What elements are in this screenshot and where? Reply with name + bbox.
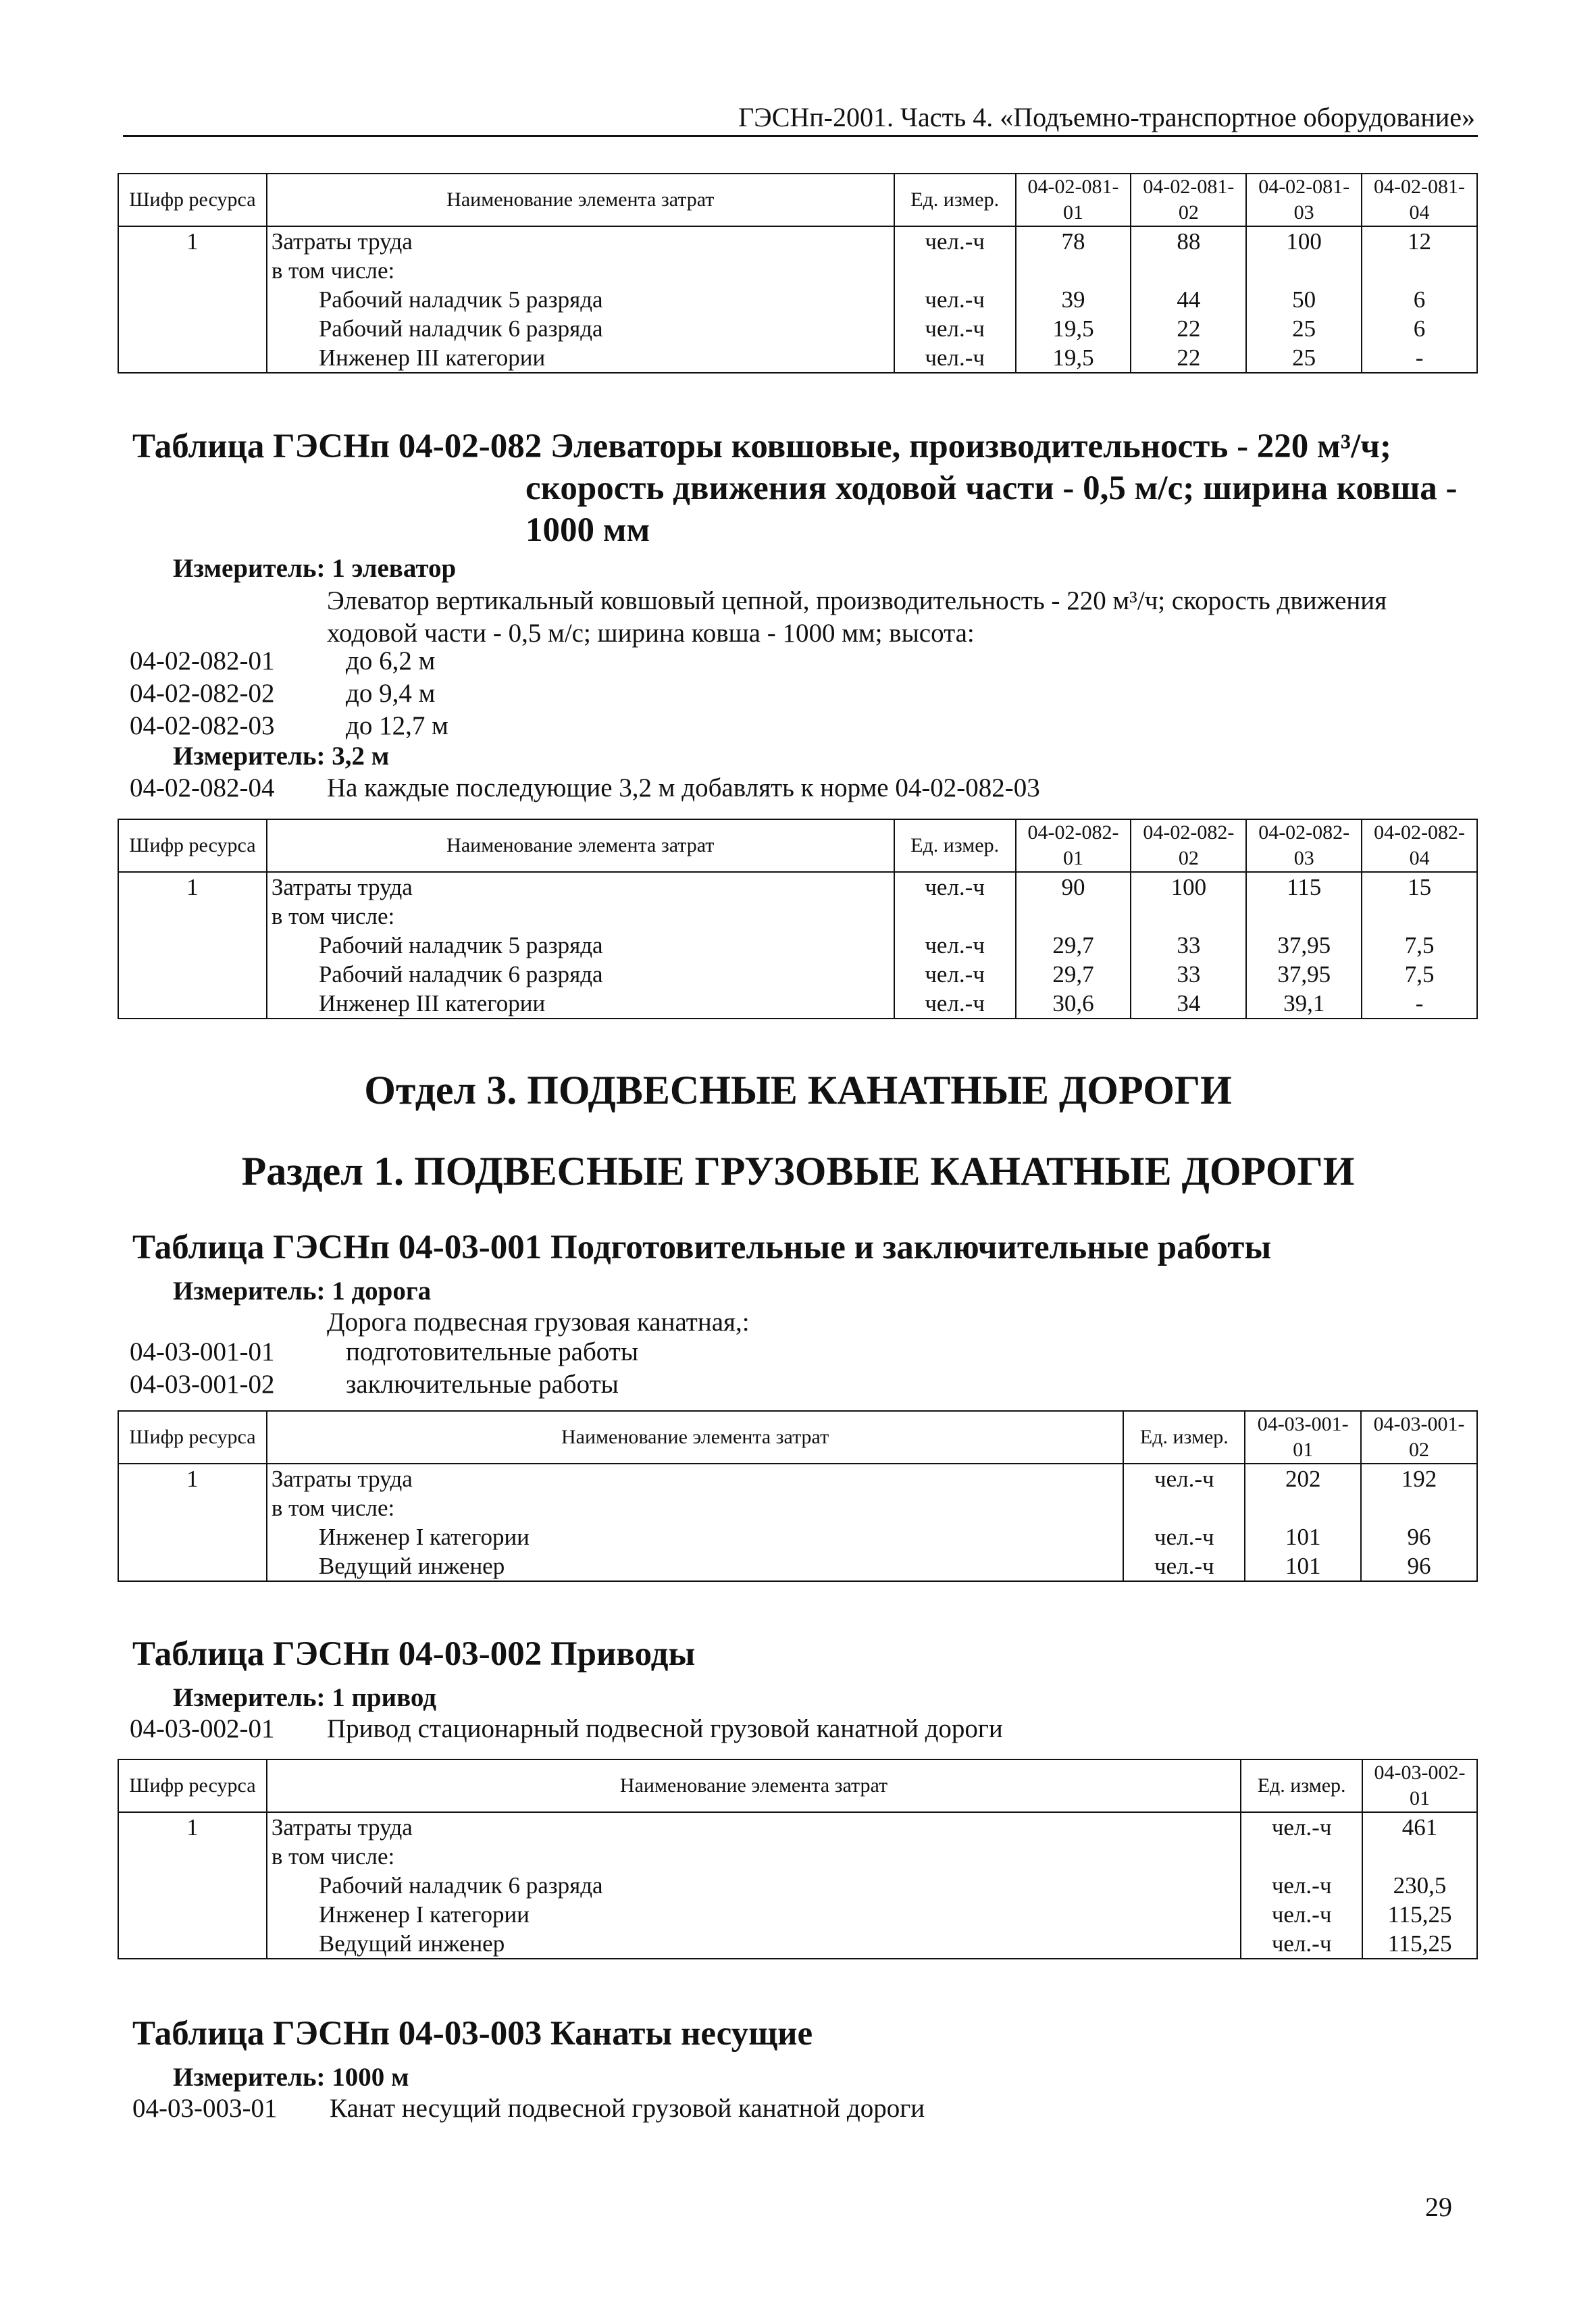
cell-value: 7,5 [1362, 931, 1477, 960]
cell-code [118, 960, 267, 989]
cell-value: 15 [1362, 872, 1477, 902]
cell-value: 78 [1016, 226, 1131, 256]
cell-code [118, 1929, 267, 1959]
cell-value: 39,1 [1246, 989, 1362, 1019]
cell-name: Инженер III категории [267, 989, 894, 1019]
table-row [118, 1493, 1477, 1522]
cell-name: в том числе: [267, 256, 894, 285]
cell-name: Ведущий инженер [267, 1551, 1124, 1581]
list-item [130, 1713, 1003, 1745]
cell-unit: чел.-ч [894, 931, 1016, 960]
header-norm-code: 04-03-002-01 [1362, 1759, 1477, 1812]
cell-value: 88 [1131, 226, 1246, 256]
cell-value: 115,25 [1362, 1900, 1477, 1929]
cell-value: 100 [1131, 872, 1246, 902]
cell-value: 115 [1246, 872, 1362, 902]
cell-value: 192 [1361, 1464, 1477, 1493]
header-norm-code: 04-02-081-02 [1131, 174, 1246, 226]
cell-code [118, 1522, 267, 1551]
cell-code [118, 931, 267, 960]
cell-value: 29,7 [1016, 931, 1131, 960]
table-row [118, 960, 1477, 989]
cell-value [1131, 256, 1246, 285]
cell-code [118, 1871, 267, 1900]
cell-name: в том числе: [267, 1842, 1241, 1871]
table-04-03-001 [118, 1410, 1478, 1582]
cell-code: 1 [118, 226, 267, 256]
table-row [118, 1871, 1477, 1900]
item-text: заключительные работы [346, 1370, 619, 1399]
cell-value: 37,95 [1246, 960, 1362, 989]
item-code: 04-03-003-01 [132, 2094, 278, 2123]
measure-label: Измеритель: 1 дорога [173, 1277, 432, 1306]
cell-name: в том числе: [267, 1493, 1124, 1522]
header-norm-code: 04-02-082-01 [1016, 819, 1131, 872]
cell-value [1245, 1493, 1361, 1522]
cell-code [118, 285, 267, 314]
cell-value [1362, 1842, 1477, 1871]
header-norm-code: 04-03-001-02 [1361, 1411, 1477, 1464]
item-text: до 9,4 м [346, 679, 436, 708]
table-04-03-002 [118, 1759, 1478, 1959]
cell-code [118, 1551, 267, 1581]
description [327, 585, 1489, 650]
header-norm-code: 04-02-082-03 [1246, 819, 1362, 872]
title-line-2: скорость движения ходовой части - 0,5 м/с; ширина ковша - [525, 469, 1458, 507]
cell-value: 22 [1131, 343, 1246, 373]
cell-value: 101 [1245, 1522, 1361, 1551]
item-code: 04-03-001-02 [130, 1370, 275, 1399]
cell-value: 115,25 [1362, 1929, 1477, 1959]
measure-label: Измеритель: 1 привод [173, 1683, 436, 1712]
cell-value [1362, 256, 1477, 285]
cell-value: 6 [1362, 285, 1477, 314]
table-title-04-03-002: Таблица ГЭСНп 04-03-002 Приводы [132, 1635, 696, 1673]
cell-value: 96 [1361, 1522, 1477, 1551]
cell-code: 1 [118, 1464, 267, 1493]
measure-label: Измеритель: 1 элеватор [173, 554, 457, 583]
list-item [130, 1336, 638, 1368]
cell-unit [894, 256, 1016, 285]
item-text: до 6,2 м [346, 646, 436, 675]
cell-unit: чел.-ч [894, 285, 1016, 314]
item-code: 04-02-082-03 [130, 711, 275, 740]
cell-value [1016, 902, 1131, 931]
cell-value: 33 [1131, 931, 1246, 960]
table-row [118, 872, 1477, 902]
cell-value [1246, 902, 1362, 931]
cell-value: 22 [1131, 314, 1246, 343]
table-title-04-03-003: Таблица ГЭСНп 04-03-003 Канаты несущие [132, 2015, 813, 2053]
table-row [118, 989, 1477, 1019]
item-text: подготовительные работы [346, 1337, 639, 1366]
title-line-3: 1000 мм [525, 511, 650, 549]
table-row [118, 285, 1477, 314]
header-name: Наименование элемента затрат [267, 1411, 1124, 1464]
table-row [118, 226, 1477, 256]
cell-name: Инженер III категории [267, 343, 894, 373]
table-row [118, 931, 1477, 960]
item-code: 04-02-082-01 [130, 646, 275, 675]
cell-unit: чел.-ч [894, 872, 1016, 902]
cell-code [118, 902, 267, 931]
cell-name: Рабочий наладчик 6 разряда [267, 314, 894, 343]
table-row [118, 1464, 1477, 1493]
header-name: Наименование элемента затрат [267, 1759, 1241, 1812]
cell-value: 6 [1362, 314, 1477, 343]
cell-value: 90 [1016, 872, 1131, 902]
cell-value: 34 [1131, 989, 1246, 1019]
item-text: до 12,7 м [346, 711, 448, 740]
cell-name: Рабочий наладчик 6 разряда [267, 1871, 1241, 1900]
cell-name: Ведущий инженер [267, 1929, 1241, 1959]
cell-value [1246, 256, 1362, 285]
table-title-04-03-001: Таблица ГЭСНп 04-03-001 Подготовительные и заключительные работы [132, 1229, 1272, 1266]
cell-code [118, 256, 267, 285]
cell-value [1362, 902, 1477, 931]
item-list [130, 1336, 638, 1401]
cell-value: 19,5 [1016, 314, 1131, 343]
header-norm-code: 04-02-081-04 [1362, 174, 1477, 226]
table-row [118, 1900, 1477, 1929]
header-code: Шифр ресурса [118, 1759, 267, 1812]
page-number: 29 [1425, 2192, 1452, 2222]
cell-unit: чел.-ч [1123, 1464, 1245, 1493]
cell-value: 230,5 [1362, 1871, 1477, 1900]
cell-unit: чел.-ч [894, 343, 1016, 373]
cell-unit: чел.-ч [1241, 1871, 1362, 1900]
description-line-1: Элеватор вертикальный ковшовый цепной, производительность - 220 м³/ч; скорость движения [327, 586, 1387, 615]
section-title: Раздел 1. ПОДВЕСНЫЕ ГРУЗОВЫЕ КАНАТНЫЕ ДОРОГИ [241, 1149, 1355, 1193]
cell-code [118, 1842, 267, 1871]
list-item [130, 1368, 638, 1401]
cell-value: 44 [1131, 285, 1246, 314]
cell-unit: чел.-ч [894, 989, 1016, 1019]
list-item [130, 645, 448, 677]
cell-unit: чел.-ч [1241, 1929, 1362, 1959]
cell-value: 30,6 [1016, 989, 1131, 1019]
header-code: Шифр ресурса [118, 174, 267, 226]
table-title-04-02-082 [132, 426, 1483, 551]
list-item [130, 677, 448, 710]
item-text: Канат несущий подвесной грузовой канатной дороги [330, 2094, 925, 2123]
item-code: 04-02-082-04 [130, 773, 275, 802]
cell-value: 12 [1362, 226, 1477, 256]
cell-value [1016, 256, 1131, 285]
cell-name: Затраты труда [267, 1464, 1124, 1493]
table-04-02-081 [118, 173, 1478, 374]
cell-unit [1123, 1493, 1245, 1522]
cell-name: Затраты труда [267, 1812, 1241, 1842]
header-unit: Ед. измер. [1241, 1759, 1362, 1812]
list-item [130, 710, 448, 742]
cell-code [118, 343, 267, 373]
cell-name: Инженер I категории [267, 1522, 1124, 1551]
header-norm-code: 04-02-081-03 [1246, 174, 1362, 226]
description-line-2: ходовой части - 0,5 м/с; ширина ковша - 1000 мм; высота: [327, 619, 975, 648]
header-name: Наименование элемента затрат [267, 174, 894, 226]
cell-code [118, 1900, 267, 1929]
list-item [130, 772, 1040, 804]
cell-unit: чел.-ч [894, 314, 1016, 343]
cell-value: 50 [1246, 285, 1362, 314]
cell-value: 39 [1016, 285, 1131, 314]
header-code: Шифр ресурса [118, 1411, 267, 1464]
cell-code [118, 1493, 267, 1522]
cell-name: Рабочий наладчик 6 разряда [267, 960, 894, 989]
cell-value: 25 [1246, 343, 1362, 373]
cell-value [1361, 1493, 1477, 1522]
title-line-1: Таблица ГЭСНп 04-02-082 Элеваторы ковшовые, производительность - 220 м³/ч; [132, 428, 1391, 465]
header-name: Наименование элемента затрат [267, 819, 894, 872]
cell-value: 100 [1246, 226, 1362, 256]
cell-value: 33 [1131, 960, 1246, 989]
cell-value: 101 [1245, 1551, 1361, 1581]
cell-code: 1 [118, 1812, 267, 1842]
cell-unit [894, 902, 1016, 931]
header-norm-code: 04-02-081-01 [1016, 174, 1131, 226]
header-code: Шифр ресурса [118, 819, 267, 872]
header-norm-code: 04-02-082-02 [1131, 819, 1246, 872]
table-row [118, 1812, 1477, 1842]
table-row [118, 1842, 1477, 1871]
cell-name: Затраты труда [267, 226, 894, 256]
cell-value: 96 [1361, 1551, 1477, 1581]
header-unit: Ед. измер. [894, 174, 1016, 226]
item-code: 04-03-001-01 [130, 1337, 275, 1366]
item-list [130, 645, 448, 742]
measure-label: Измеритель: 3,2 м [173, 742, 390, 771]
header-unit: Ед. измер. [894, 819, 1016, 872]
cell-unit: чел.-ч [1241, 1812, 1362, 1842]
list-item [132, 2092, 925, 2125]
description: Дорога подвесная грузовая канатная,: [327, 1308, 750, 1337]
department-title: Отдел 3. ПОДВЕСНЫЕ КАНАТНЫЕ ДОРОГИ [364, 1068, 1232, 1112]
cell-value: 29,7 [1016, 960, 1131, 989]
cell-name: Рабочий наладчик 5 разряда [267, 285, 894, 314]
cell-value: 202 [1245, 1464, 1361, 1493]
cell-unit [1241, 1842, 1362, 1871]
cell-name: в том числе: [267, 902, 894, 931]
cell-code [118, 989, 267, 1019]
cell-value: - [1362, 343, 1477, 373]
cell-unit: чел.-ч [1123, 1522, 1245, 1551]
table-row [118, 256, 1477, 285]
cell-unit: чел.-ч [1123, 1551, 1245, 1581]
table-row [118, 343, 1477, 373]
header-unit: Ед. измер. [1123, 1411, 1245, 1464]
cell-value: - [1362, 989, 1477, 1019]
item-text: На каждые последующие 3,2 м добавлять к норме 04-02-082-03 [327, 773, 1040, 802]
cell-name: Инженер I категории [267, 1900, 1241, 1929]
table-row [118, 1522, 1477, 1551]
running-header: ГЭСНп-2001. Часть 4. «Подъемно-транспортное оборудование» [738, 102, 1475, 132]
cell-unit: чел.-ч [894, 226, 1016, 256]
table-row [118, 1551, 1477, 1581]
table-row [118, 314, 1477, 343]
table-row [118, 1929, 1477, 1959]
item-code: 04-03-002-01 [130, 1714, 275, 1743]
cell-value: 37,95 [1246, 931, 1362, 960]
header-norm-code: 04-02-082-04 [1362, 819, 1477, 872]
cell-value: 461 [1362, 1812, 1477, 1842]
header-norm-code: 04-03-001-01 [1245, 1411, 1361, 1464]
cell-value: 7,5 [1362, 960, 1477, 989]
cell-name: Затраты труда [267, 872, 894, 902]
cell-value: 25 [1246, 314, 1362, 343]
item-text: Привод стационарный подвесной грузовой канатной дороги [327, 1714, 1003, 1743]
cell-code: 1 [118, 872, 267, 902]
cell-code [118, 314, 267, 343]
cell-unit: чел.-ч [1241, 1900, 1362, 1929]
measure-label: Измеритель: 1000 м [173, 2063, 409, 2092]
cell-name: Рабочий наладчик 5 разряда [267, 931, 894, 960]
item-code: 04-02-082-02 [130, 679, 275, 708]
table-04-02-082 [118, 819, 1478, 1019]
cell-value: 19,5 [1016, 343, 1131, 373]
table-row [118, 902, 1477, 931]
cell-unit: чел.-ч [894, 960, 1016, 989]
cell-value [1131, 902, 1246, 931]
header-rule [123, 135, 1478, 137]
